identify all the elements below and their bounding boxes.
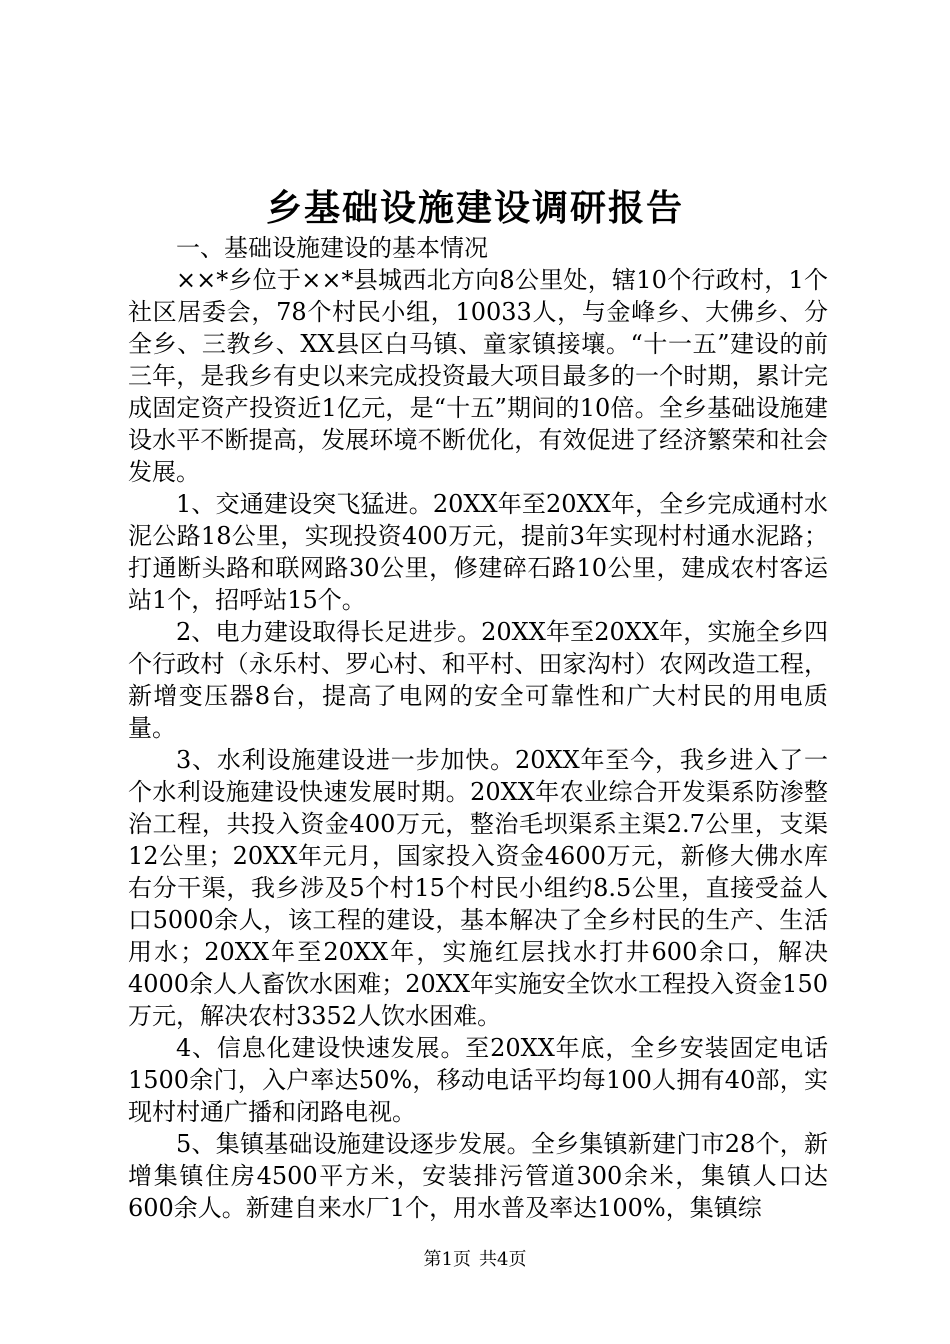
paragraph-transport: 1、交通建设突飞猛进。20XX年至20XX年，全乡完成通村水泥公路18公里，实现投资400万元，提前3年实现村村通水泥路；打通断头路和联网路30公里，修建碎石路10公里，建成农村客运站1个，招呼站15个。	[128, 490, 828, 614]
page-total: 共4页	[479, 1249, 527, 1270]
paragraph-power: 2、电力建设取得长足进步。20XX年至20XX年，实施全乡四个行政村（永乐村、罗心村、和平村、田家沟村）农网改造工程，新增变压器8台，提高了电网的安全可靠性和广大村民的用电质量。	[128, 618, 828, 742]
section-heading: 一、基础设施建设的基本情况	[176, 234, 488, 262]
paragraph-information: 4、信息化建设快速发展。至20XX年底，全乡安装固定电话1500余门，入户率达50%，移动电话平均每100人拥有40部，实现村村通广播和闭路电视。	[128, 1034, 828, 1126]
document-title: 乡基础设施建设调研报告	[265, 187, 684, 229]
page-number: 第1页	[423, 1249, 471, 1270]
page-footer	[0, 1248, 950, 1272]
document-body	[128, 232, 828, 1224]
paragraph-overview: ××*乡位于××*县城西北方向8公里处，辖10个行政村，1个社区居委会，78个村民小组，10033人，与金峰乡、大佛乡、分全乡、三教乡、XX县区白马镇、童家镇接壤。“十一五”建设的前三年，是我乡有史以来完成投资最大项目最多的一个时期，累计完成固定资产投资近1亿元，是“十五”期间的10倍。全乡基础设施建设水平不断提高，发展环境不断优化，有效促进了经济繁荣和社会发展。	[128, 266, 828, 486]
paragraph-water: 3、水利设施建设进一步加快。20XX年至今，我乡进入了一个水利设施建设快速发展时期。20XX年农业综合开发渠系防渗整治工程，共投入资金400万元，整治毛坝渠系主渠2.7公里，支渠12公里；20XX年元月，国家投入资金4600万元，新修大佛水库右分干渠，我乡涉及5个村15个村民小组约8.5公里，直接受益人口5000余人，该工程的建设，基本解决了全乡村民的生产、生活用水；20XX年至20XX年，实施红层找水打井600余口，解决4000余人人畜饮水困难；20XX年实施安全饮水工程投入资金150万元，解决农村3352人饮水困难。	[128, 746, 828, 1030]
paragraph-town: 5、集镇基础设施建设逐步发展。全乡集镇新建门市28个，新增集镇住房4500平方米，安装排污管道300余米，集镇人口达600余人。新建自来水厂1个，用水普及率达100%，集镇综	[128, 1130, 828, 1222]
